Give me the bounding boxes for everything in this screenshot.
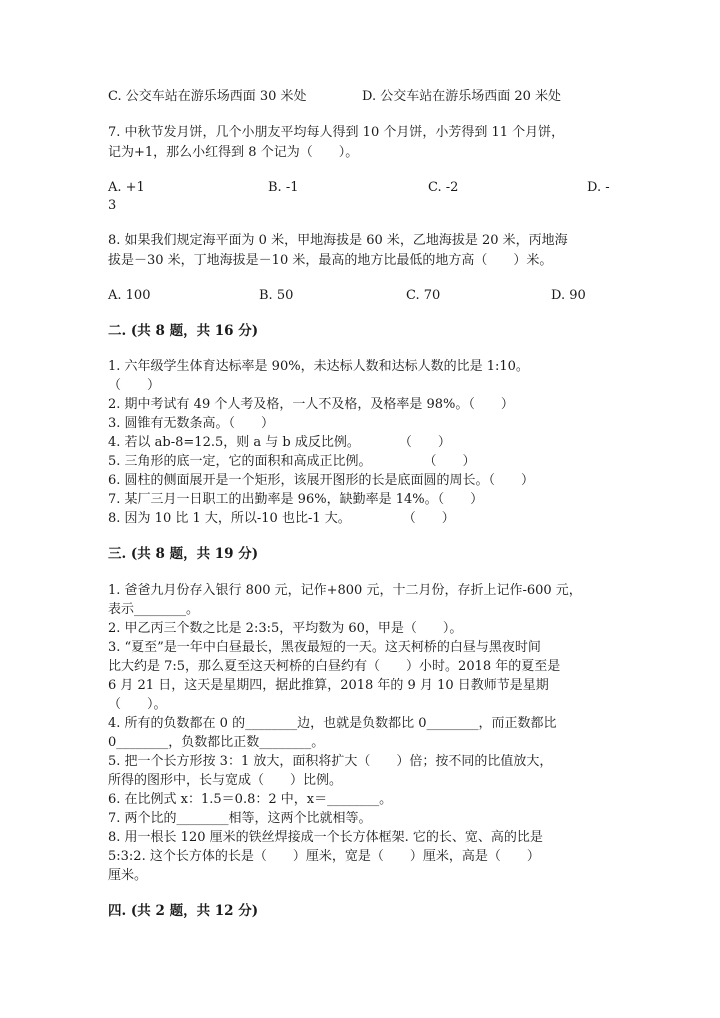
q6-option-c: C. 公交车站在游乐场西面 30 米处 [108,89,307,104]
s2-line-8: 7. 某厂三月一日职工的出勤率是 96%，缺勤率是 14%。（ ） [108,492,484,507]
q6-option-d: D. 公交车站在游乐场西面 20 米处 [362,89,562,104]
s2-line-1: 1. 六年级学生体育达标率是 90%，未达标人数和达标人数的比是 1:10。 [108,359,529,374]
q8-option-b: B. 50 [259,288,294,303]
s2-line-7: 6. 圆柱的侧面展开是一个矩形，该展开图形的长是底面圆的周长。（ ） [108,473,535,488]
s2-line-5: 4. 若以 ab-8=12.5，则 a 与 b 成反比例。 （ ） [108,435,451,450]
s3-line-16: 厘米。 [108,868,148,883]
s3-line-4: 3. “夏至”是一年中白昼最长，黑夜最短的一天。这天柯桥的白昼与黑夜时间 [108,640,541,655]
s2-line-3: 2. 期中考试有 49 个人考及格，一人不及格，及格率是 98%。（ ） [108,397,514,412]
s2-line-6: 5. 三角形的底一定，它的面积和高成正比例。 （ ） [108,454,476,469]
s3-line-10: 5. 把一个长方形按 3：1 放大，面积将扩大（ ）倍；按不同的比值放大， [108,754,553,769]
s3-line-1: 1. 爸爸九月份存入银行 800 元，记作+800 元，十二月份，存折上记作-600 元， [108,583,582,598]
q8-text-line1: 8. 如果我们规定海平面为 0 米，甲地海拔是 60 米，乙地海拔是 20 米，丙地海 [108,233,568,248]
q8-text-line2: 拔是－30 米，丁地海拔是－10 米，最高的地方比最低的地方高（ ）米。 [108,253,553,268]
s3-line-7: （ ）。 [108,697,167,712]
s3-line-13: 7. 两个比的________相等，这两个比就相等。 [108,811,372,826]
q7-option-a: A. +1 [108,180,145,195]
s3-line-14: 8. 用一根长 120 厘米的铁丝焊接成一个长方体框架. 它的长、宽、高的比是 [108,830,543,845]
s3-line-2: 表示________。 [108,602,200,617]
q8-option-a: A. 100 [108,288,151,303]
s3-line-8: 4. 所有的负数都在 0 的________边，也就是负数都比 0________，而正数都比 [108,716,557,731]
section3-heading: 三. (共 8 题，共 19 分) [108,546,259,562]
s2-line-9: 8. 因为 10 比 1 大，所以-10 也比-1 大。 （ ） [108,511,455,526]
s3-line-5: 比大约是 7:5，那么夏至这天柯桥的白昼约有（ ）小时。2018 年的夏至是 [108,659,561,674]
s2-line-2: （ ） [108,378,161,393]
q7-option-d-wrap: 3 [108,198,117,213]
q7-text-line1: 7. 中秋节发月饼，几个小朋友平均每人得到 10 个月饼，小芳得到 11 个月饼， [108,125,565,140]
s2-line-4: 3. 圆锥有无数条高。（ ） [108,416,275,431]
q7-text-line2: 记为+1，那么小红得到 8 个记为（ ）。 [108,145,359,160]
section2-heading: 二. (共 8 题，共 16 分) [108,323,259,339]
q8-option-c: C. 70 [406,288,441,303]
q7-option-b: B. -1 [268,180,299,195]
s3-line-12: 6. 在比例式 x：1.5＝0.8：2 中，x＝________。 [108,792,393,807]
section4-heading: 四. (共 2 题，共 12 分) [108,903,259,919]
q7-option-d: D. - [587,180,610,195]
s3-line-3: 2. 甲乙丙三个数之比是 2:3:5，平均数为 60，甲是（ ）。 [108,621,463,636]
s3-line-11: 所得的图形中，长与宽成（ ）比例。 [108,773,343,788]
q8-option-d: D. 90 [551,288,586,303]
s3-line-6: 6 月 21 日，这天是星期四，据此推算，2018 年的 9 月 10 日教师节是星期 [108,678,549,693]
q7-option-c: C. -2 [428,180,459,195]
s3-line-9: 0________，负数都比正数________。 [108,735,325,750]
s3-line-15: 5:3:2. 这个长方体的长是（ ）厘米，宽是（ ）厘米，高是（ ） [108,849,540,864]
